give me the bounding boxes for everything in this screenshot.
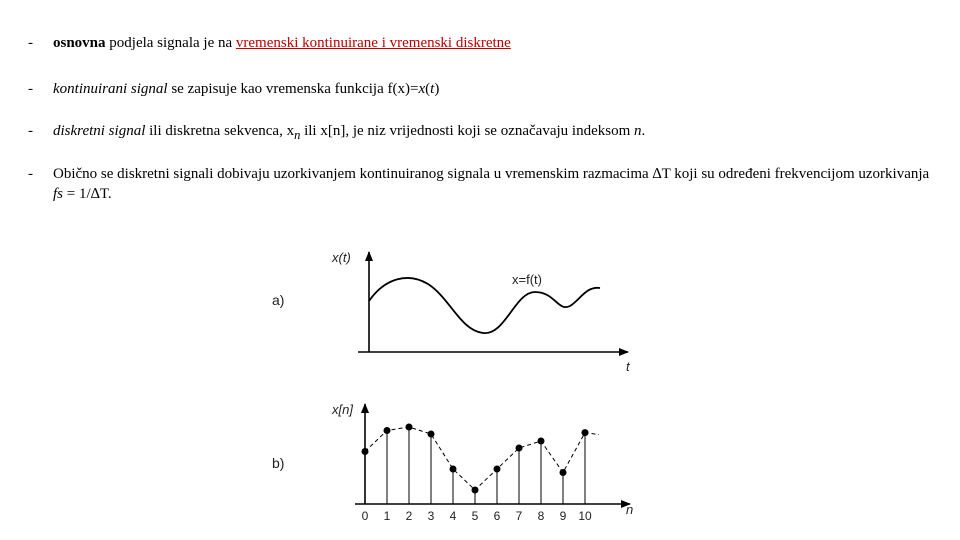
tick-label: 5 — [471, 509, 479, 523]
tick-label: 6 — [493, 509, 501, 523]
figure-a-curve-label: x=f(t) — [512, 272, 542, 287]
sample-point — [582, 429, 589, 436]
figure-b-ylabel: x[n] — [332, 402, 353, 417]
figure-a-xlabel: t — [626, 359, 630, 374]
tick-label: 4 — [449, 509, 457, 523]
sample-point — [538, 438, 545, 445]
tick-label: 3 — [427, 509, 435, 523]
highlight-link: vremenski kontinuirane i vremenski diskretne — [235, 35, 511, 51]
figure-a-label: a) — [272, 292, 285, 308]
bullet-text: kontinuirani signal se zapisuje kao vremenska funkcija f(x)=x(t) — [53, 81, 440, 97]
figure-a-curve — [369, 278, 600, 333]
figure-b-xlabel: n — [626, 502, 634, 517]
sample-point — [406, 424, 413, 431]
bullet-dash: - — [28, 81, 33, 97]
bullet-text: osnovna podjela signala je na vremenski kontinuirane i vremenski diskretne — [53, 35, 511, 51]
figure-b-samples — [362, 424, 600, 524]
tick-label: 1 — [383, 509, 391, 523]
tick-label: 7 — [515, 509, 523, 523]
bullet-text: Obično se diskretni signali dobivaju uzorkivanjem kontinuiranog signala u vremenskim razmacima ∆T koji su određeni frekvencijom uzorkivanja fs = 1/∆T. — [53, 166, 930, 202]
figure-b-label: b) — [272, 455, 285, 471]
sample-point — [362, 448, 369, 455]
sample-point — [384, 427, 391, 434]
tick-label: 8 — [537, 509, 545, 523]
bullet-dash: - — [28, 166, 33, 182]
sample-point — [560, 469, 567, 476]
sample-point — [516, 445, 523, 452]
tick-label: 2 — [405, 509, 413, 523]
tick-label: 10 — [578, 509, 592, 523]
bullet-dash: - — [28, 123, 33, 139]
sample-point — [472, 487, 479, 494]
sample-point — [494, 466, 501, 473]
tick-label: 0 — [361, 509, 369, 523]
bullet-dash: - — [28, 35, 33, 51]
figure-a-ylabel: x(t) — [332, 250, 351, 265]
sample-point — [450, 466, 457, 473]
sample-point — [428, 431, 435, 438]
sample-envelope — [365, 427, 599, 490]
bullet-text: diskretni signal ili diskretna sekvenca, $x_n$ ili x[n], je niz vrijednosti koji se označavaju indeksom n. — [53, 123, 646, 142]
tick-label: 9 — [559, 509, 567, 523]
